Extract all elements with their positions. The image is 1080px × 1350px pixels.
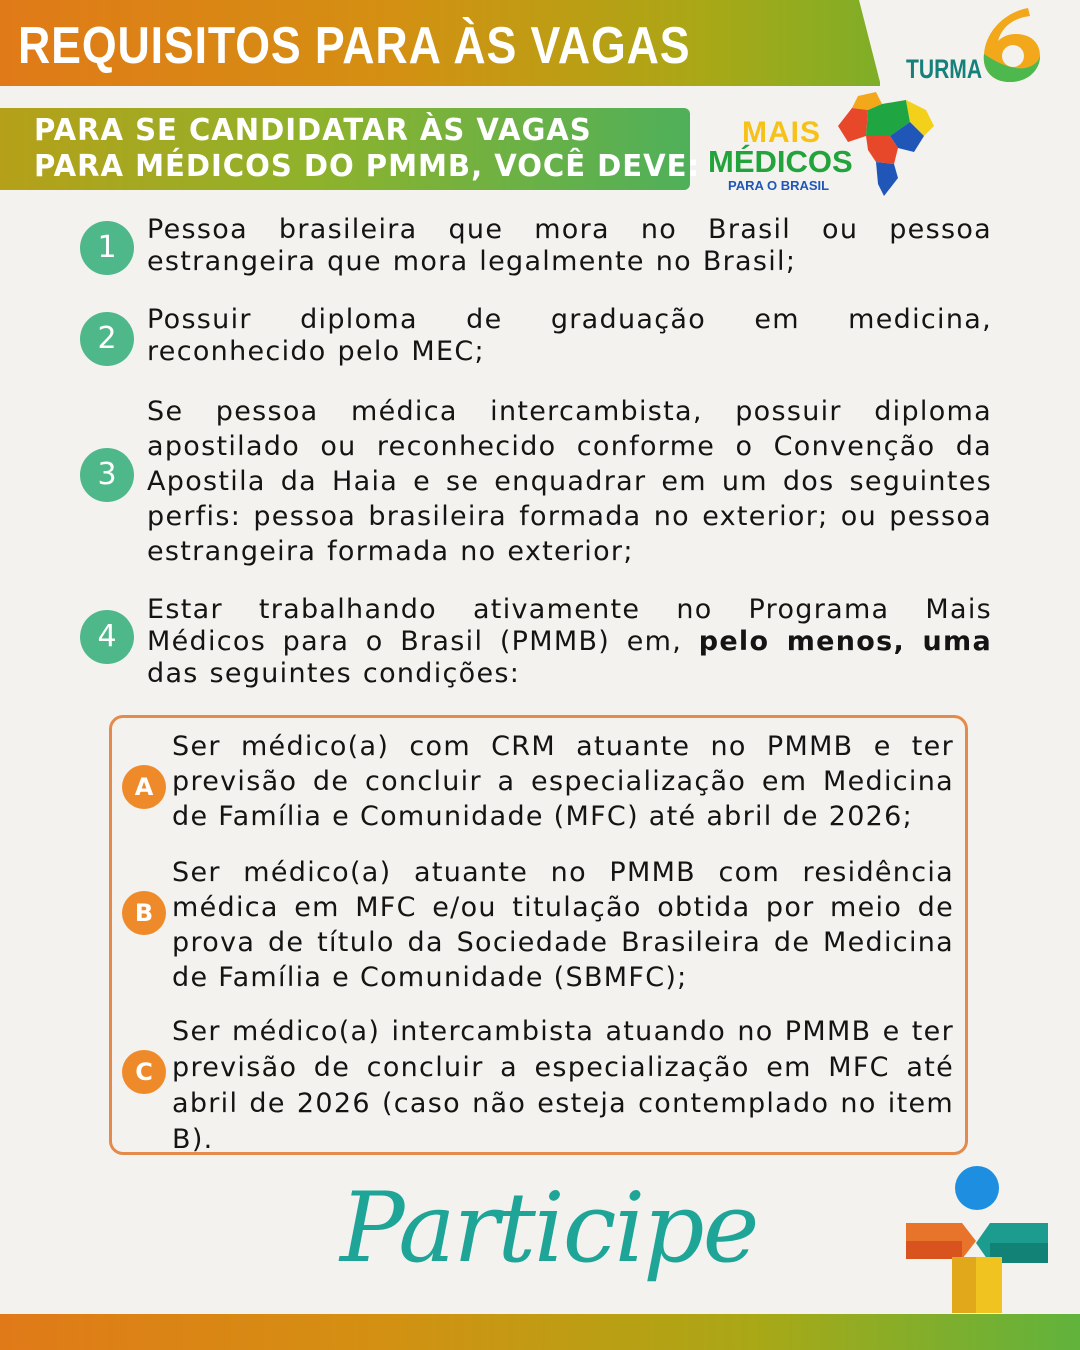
program-symbol-icon (900, 1165, 1052, 1315)
turma-label: TURMA (906, 54, 983, 84)
logo-medicos: MÉDICOS (708, 144, 853, 179)
requirement-text: Possuir diploma de graduação em medicina, reconhecido pelo MEC; (147, 304, 992, 367)
condition-text: Ser médico(a) atuante no PMMB com residência médica em MFC e/ou titulação obtida por meio de prova de título da Sociedade Brasileira de Medicina de Família e Comunidade (SBMFC); (172, 857, 954, 993)
logo-tagline: PARA O BRASIL (728, 178, 830, 193)
brazil-map-icon (828, 92, 938, 198)
requirement-text: Pessoa brasileira que mora no Brasil ou pessoa estrangeira que mora legalmente no Brasil; (147, 214, 992, 277)
condition-a (122, 729, 954, 839)
participe-lettering (340, 1168, 757, 1288)
requirement-number-badge: 4 (80, 610, 134, 664)
requirement-text-start: Estar trabalhando ativamente no Programa Mais Médicos para o Brasil (PMMB) em, (147, 594, 992, 657)
condition-text: Ser médico(a) intercambista atuando no PMMB e ter previsão de concluir a especialização em MFC até abril de 2026 (caso não esteja contemplado no item B). (172, 1016, 954, 1155)
condition-text: Ser médico(a) com CRM atuante no PMMB e ter previsão de concluir a especialização em Medicina de Família e Comunidade (MFC) até abril de 2026; (172, 731, 954, 832)
requirement-2 (80, 304, 992, 374)
logo-mais: MAIS (742, 116, 821, 149)
requirement-text-end: das seguintes condições: (147, 658, 521, 689)
requirement-text-emphasis: pelo menos, uma (698, 626, 992, 657)
condition-c (122, 1014, 954, 1159)
subtitle-line-1: PARA SE CANDIDATAR ÀS VAGAS (34, 113, 592, 148)
condition-letter-badge: A (122, 765, 166, 809)
page-title: REQUISITOS PARA ÀS VAGAS (18, 17, 691, 75)
participe-text: Participe (340, 1172, 758, 1284)
subtitle (34, 113, 700, 185)
turma-number: 6 (1011, 64, 1013, 65)
condition-letter-badge: C (122, 1050, 166, 1094)
requirement-1 (80, 214, 992, 284)
footer-band (0, 1314, 1080, 1350)
mais-medicos-logo (700, 92, 940, 202)
requirement-text: Se pessoa médica intercambista, possuir diploma apostilado ou reconhecido conforme o Convenção da Apostila da Haia e se enquadrar em um dos seguintes perfis: pessoa brasileira formada no exterior; ou pessoa estrangeira formada no exterior; (147, 396, 992, 567)
requirement-number-badge: 3 (80, 448, 134, 502)
requirement-4 (80, 594, 992, 694)
requirement-number-badge: 1 (80, 221, 134, 275)
condition-b (122, 855, 954, 1000)
number-six-icon (976, 4, 1048, 84)
turma-badge (898, 4, 1058, 90)
requirement-number-badge: 2 (80, 312, 134, 366)
condition-letter-badge: B (122, 891, 166, 935)
requirement-text (147, 594, 992, 690)
requirement-3 (80, 394, 992, 574)
subtitle-line-2: PARA MÉDICOS DO PMMB, VOCÊ DEVE: (34, 149, 701, 184)
